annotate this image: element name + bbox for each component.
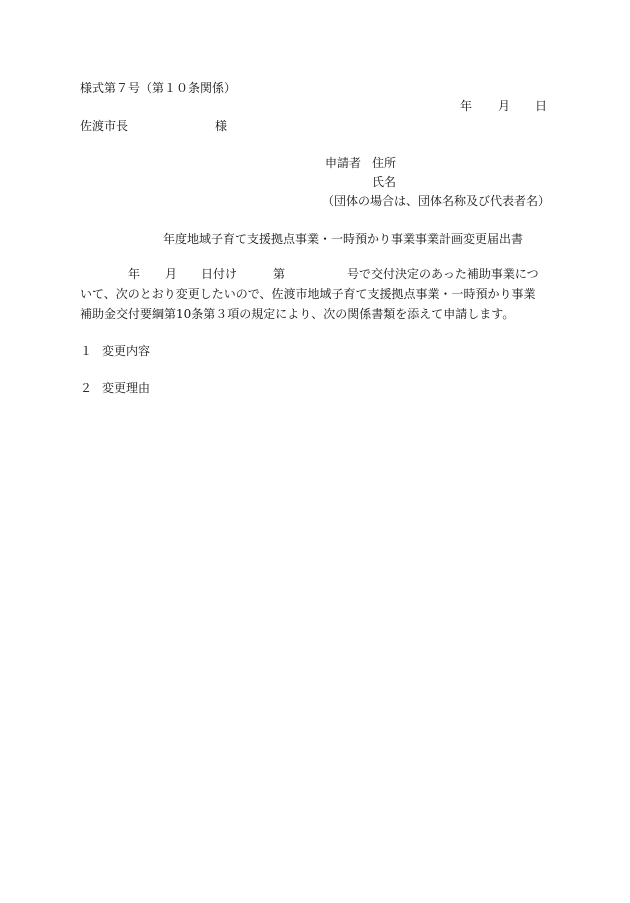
document-title: 年度地域子育て支援拠点事業・一時預かり事業事業計画変更届出書 (163, 232, 524, 246)
item-number: １ (80, 344, 93, 358)
body-line-1-rest: 号で交付決定のあった補助事業につ (347, 267, 539, 281)
item-number: ２ (80, 381, 93, 395)
applicant-label: 申請者 (325, 156, 362, 170)
body-month-label: 月 (165, 267, 178, 281)
applicant-address-label: 住所 (372, 156, 397, 170)
body-dai-label: 第 (273, 267, 286, 281)
body-dated-label: 日付け (201, 267, 238, 281)
body-year-label: 年 (128, 267, 141, 281)
addressee (80, 118, 228, 134)
addressee-name: 佐渡市長 (80, 119, 129, 133)
item-label: 変更理由 (102, 381, 151, 395)
applicant-name-label: 氏名 (372, 175, 397, 189)
form-number: 様式第７号（第１０条関係） (80, 81, 237, 95)
date-month-label: 月 (498, 99, 511, 113)
item-change-content (80, 343, 150, 359)
date-year-label: 年 (460, 99, 473, 113)
addressee-honorific: 様 (215, 119, 228, 133)
body-line-2: いて、次のとおり変更したいので、佐渡市地域子育て支援拠点事業・一時預かり事業 (80, 287, 536, 301)
item-label: 変更内容 (102, 344, 151, 358)
item-change-reason (80, 380, 150, 396)
body-line-3: 補助金交付要綱第10条第３項の規定により、次の関係書類を添えて申請します。 (80, 307, 515, 321)
applicant-note: （団体の場合は、団体名称及び代表者名） (322, 194, 551, 208)
date-day-label: 日 (535, 99, 548, 113)
